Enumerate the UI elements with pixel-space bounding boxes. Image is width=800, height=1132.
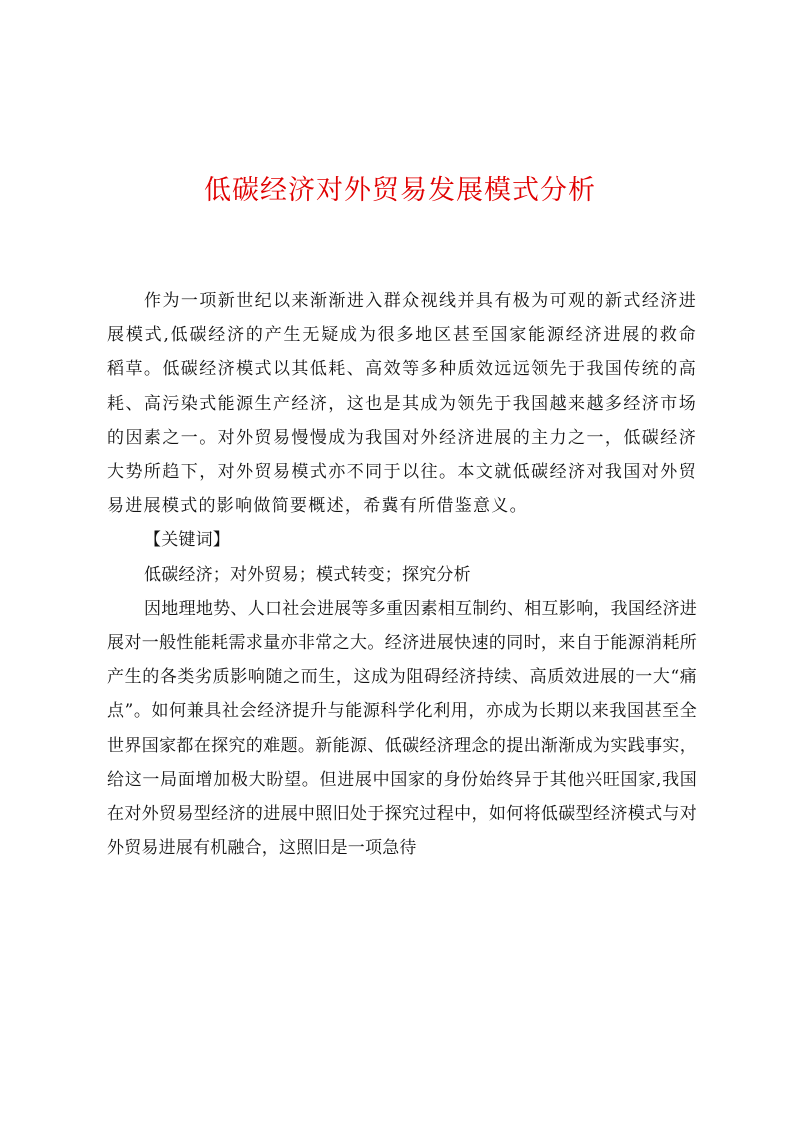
keywords-line: 低碳经济；对外贸易；模式转变；探究分析 [144,564,471,585]
intro-paragraph: 作为一项新世纪以来渐渐进入群众视线并具有极为可观的新式经济进展模式,低碳经济的产生无疑成为很多地区甚至国家能源经济进展的救命稻草。低碳经济模式以其低耗、高效等多种质效远远领先于我国传统的高耗、高污染式能源生产经济，这也是其成为领先于我国越来越多经济市场的因素之一。对外贸易慢慢成为我国对外经济进展的主力之一，低碳经济大势所趋下，对外贸易模式亦不同于以往。本文就低碳经济对我国对外贸易进展模式的影响做简要概述，希冀有所借鉴意义。 [107,291,697,517]
body-paragraph: 因地理地势、人口社会进展等多重因素相互制约、相互影响，我国经济进展对一般性能耗需求量亦非常之大。经济进展快速的同时，来自于能源消耗所产生的各类劣质影响随之而生，这成为阻碍经济持续、高质效进展的一大“痛点”。如何兼具社会经济提升与能源科学化利用，亦成为长期以来我国甚至全世界国家都在探究的难题。新能源、低碳经济理念的提出渐渐成为实践事实，给这一局面增加极大盼望。但进展中国家的身份始终异于其他兴旺国家,我国在对外贸易型经济的进展中照旧处于探究过程中，如何将低碳型经济模式与对外贸易进展有机融合，这照旧是一项急待 [107,598,697,859]
document-body [107,284,697,865]
keywords-label: 【关键词】 [144,530,230,551]
document-title: 低碳经济对外贸易发展模式分析 [204,175,596,206]
